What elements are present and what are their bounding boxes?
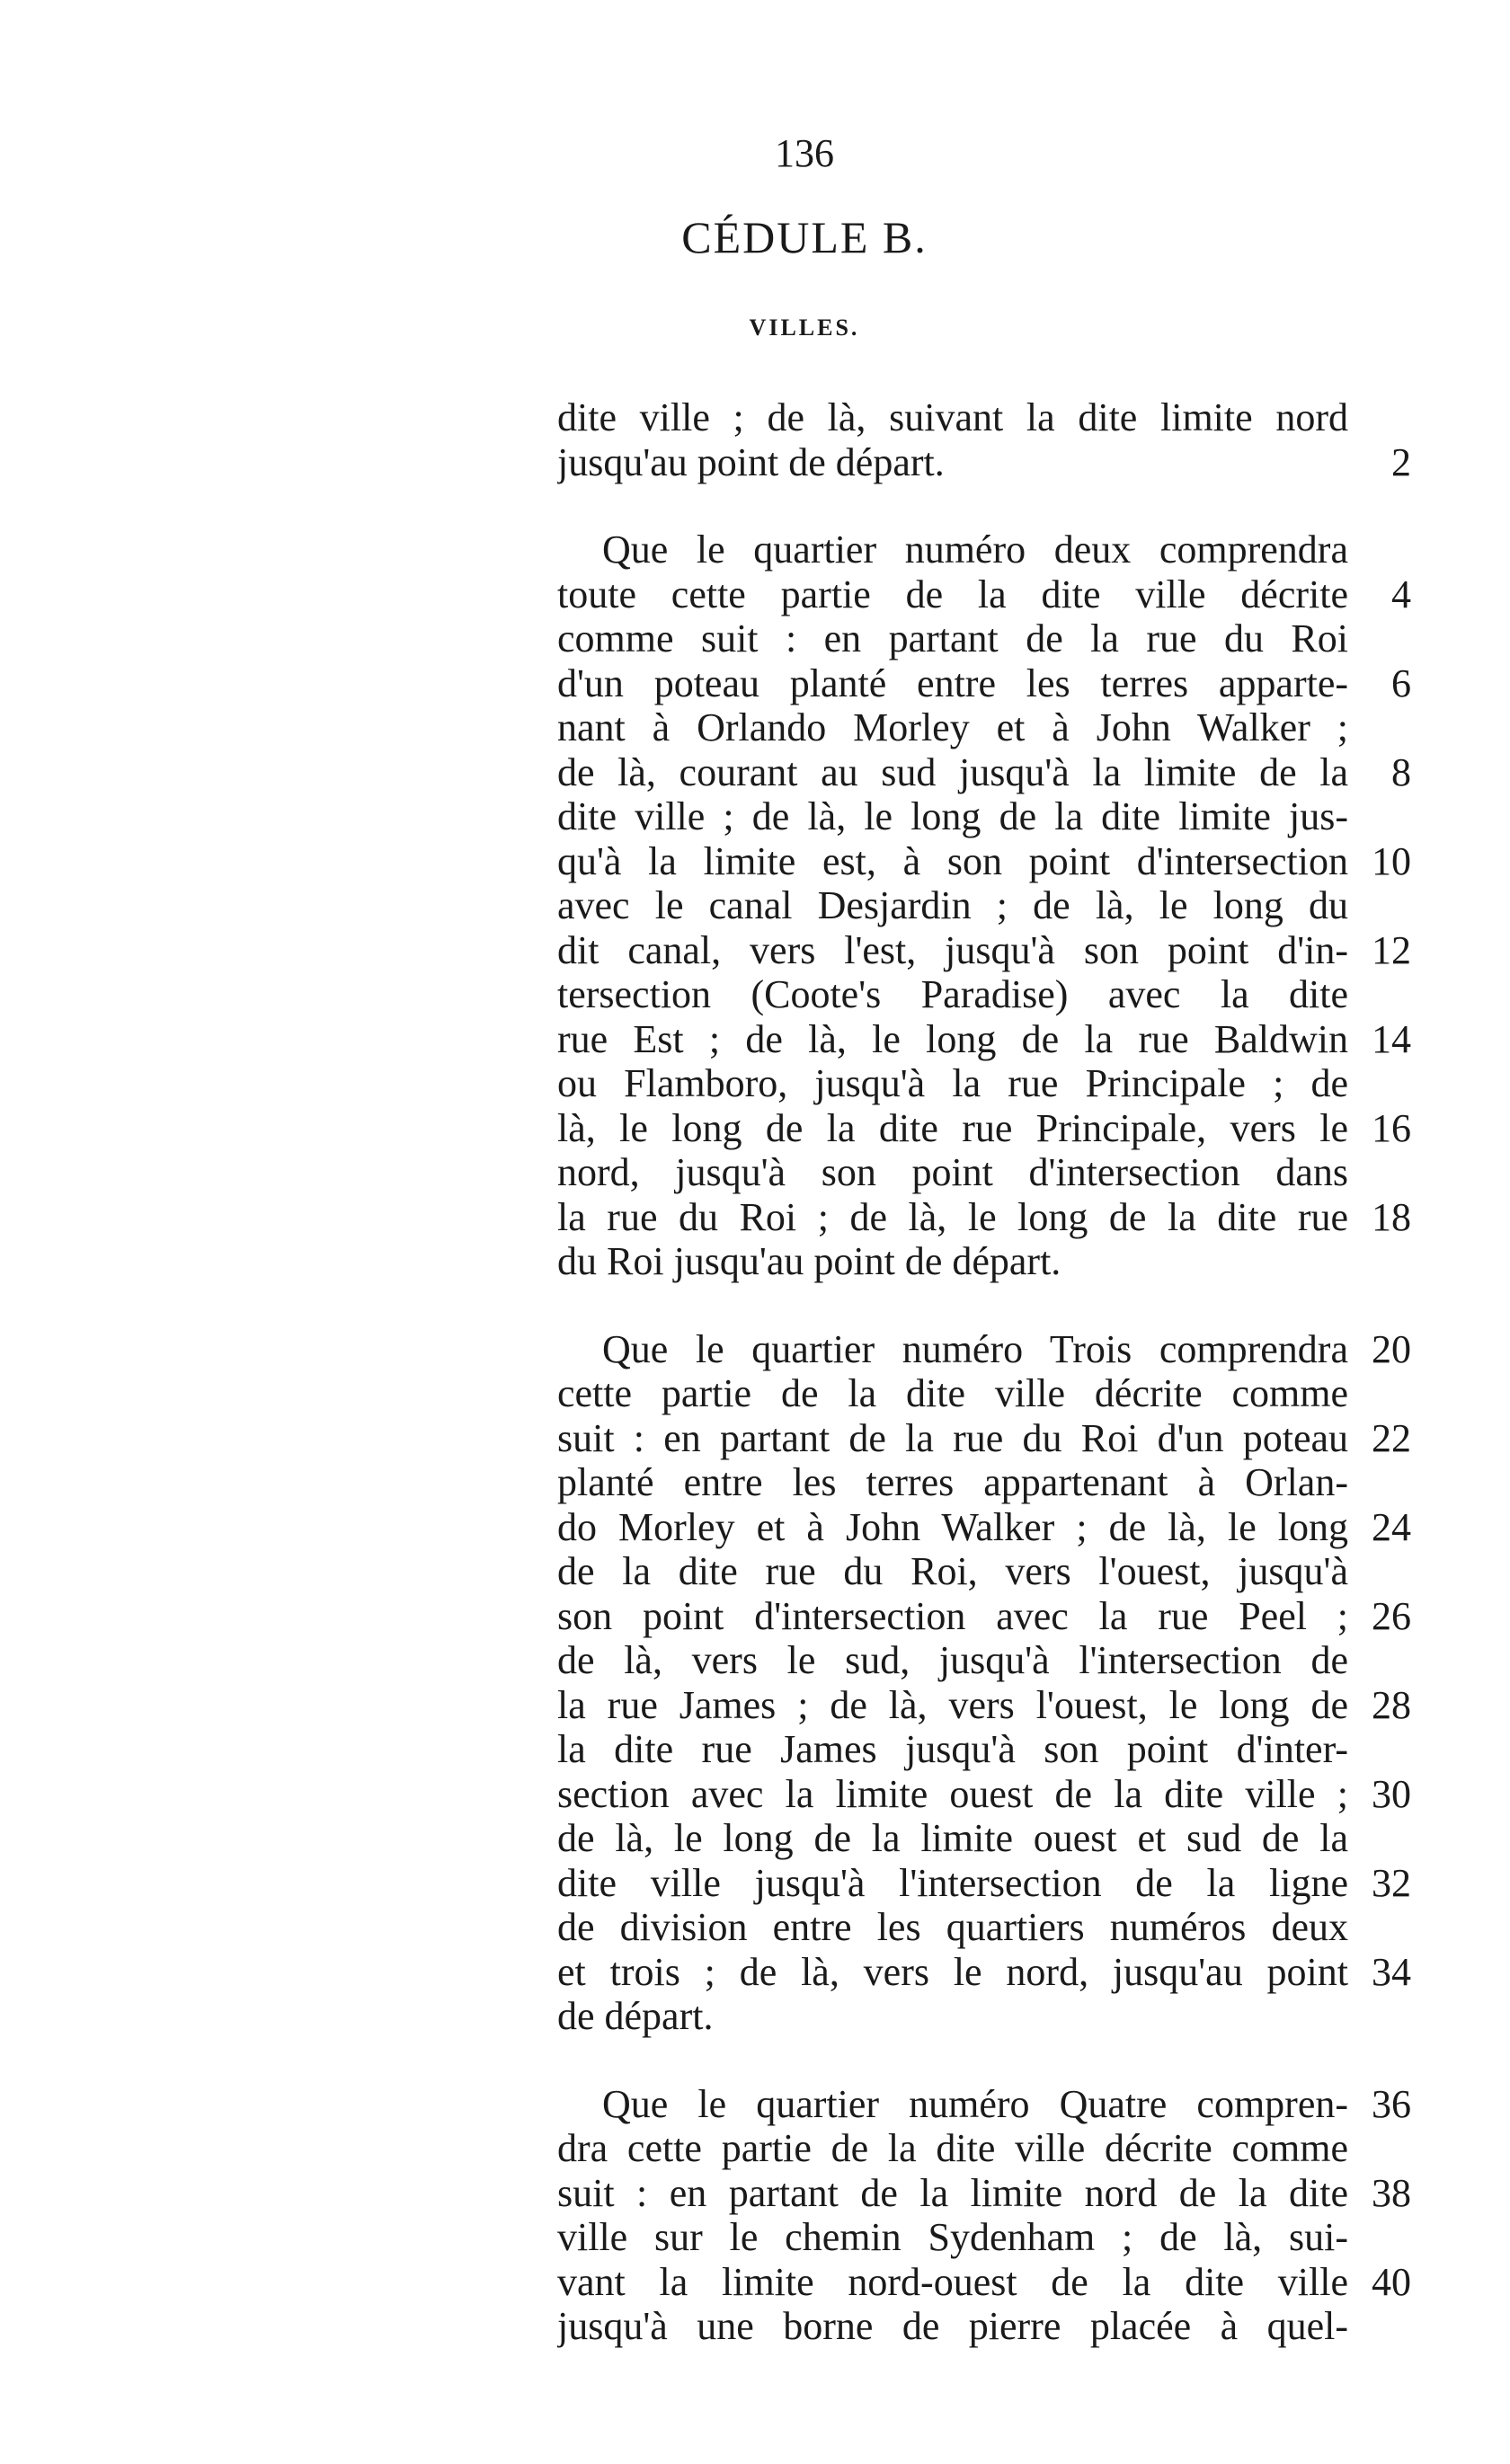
- line-number: 26: [1372, 1593, 1411, 1638]
- line-number: 18: [1372, 1194, 1411, 1239]
- text-line: [557, 1771, 1411, 1817]
- line-number: 38: [1372, 2170, 1411, 2215]
- line-text: ville sur le chemin Sydenham ; de là, sui-: [557, 2215, 1348, 2259]
- line-text: comme suit : en partant de la rue du Roi: [557, 616, 1348, 660]
- line-text: rue Est ; de là, le long de la rue Baldwin: [557, 1016, 1348, 1061]
- line-text: la dite rue James jusqu'à son point d'inter-: [557, 1727, 1348, 1771]
- text-line: [557, 1415, 1411, 1461]
- text-line: [557, 1326, 1411, 1372]
- line-text: la rue du Roi ; de là, le long de la dite rue: [557, 1194, 1348, 1239]
- text-line: [557, 1593, 1411, 1639]
- text-line: [557, 1549, 1402, 1594]
- paragraph: [557, 1326, 1411, 2039]
- line-text: la rue James ; de là, vers l'ouest, le long de: [557, 1682, 1348, 1727]
- text-line: [557, 527, 1402, 572]
- text-line: [557, 439, 1411, 485]
- text-line: [557, 1150, 1402, 1195]
- line-text: section avec la limite ouest de la dite ville ;: [557, 1771, 1348, 1816]
- line-text: dite ville ; de là, suivant la dite limite nord: [557, 395, 1348, 439]
- line-text: suit : en partant de la rue du Roi d'un poteau: [557, 1415, 1348, 1460]
- line-text: et trois ; de là, vers le nord, jusqu'au point: [557, 1949, 1348, 1994]
- text-line: [557, 1460, 1402, 1505]
- text-line: [557, 1905, 1402, 1950]
- text-line: [557, 883, 1402, 928]
- line-text: de là, courant au sud jusqu'à la limite de la: [557, 749, 1348, 794]
- line-text: cette partie de la dite ville décrite comme: [557, 1371, 1348, 1415]
- text-line: [557, 2126, 1402, 2171]
- text-line: [557, 1239, 1402, 1284]
- line-text: jusqu'au point de départ.: [557, 439, 945, 484]
- text-line: [557, 660, 1411, 706]
- line-number: 32: [1372, 1860, 1411, 1905]
- line-text: Que le quartier numéro Trois comprendra: [602, 1326, 1348, 1371]
- line-text: du Roi jusqu'au point de départ.: [557, 1239, 1061, 1283]
- text-line: [557, 1994, 1402, 2039]
- line-number: 8: [1391, 749, 1411, 794]
- section-title: VILLES.: [749, 315, 860, 341]
- line-text: qu'à la limite est, à son point d'intersection: [557, 838, 1348, 883]
- text-line: [557, 749, 1411, 795]
- line-number: 6: [1391, 660, 1411, 705]
- body-text: [557, 395, 1411, 2392]
- line-number: 40: [1372, 2259, 1411, 2304]
- line-number: 30: [1372, 1771, 1411, 1816]
- line-text: nant à Orlando Morley et à John Walker ;: [557, 705, 1348, 749]
- line-text: son point d'intersection avec la rue Peel ;: [557, 1593, 1348, 1638]
- line-text: dit canal, vers l'est, jusqu'à son point d'in-: [557, 927, 1348, 972]
- line-number: 28: [1372, 1682, 1411, 1727]
- text-line: [557, 1860, 1411, 1906]
- line-number: 34: [1372, 1949, 1411, 1994]
- line-text: dite ville jusqu'à l'intersection de la ligne: [557, 1860, 1348, 1905]
- text-line: [557, 1105, 1411, 1151]
- line-text: tersection (Coote's Paradise) avec la dite: [557, 972, 1348, 1016]
- text-line: [557, 395, 1402, 440]
- line-number: 4: [1391, 572, 1411, 616]
- schedule-title: CÉDULE B.: [681, 212, 928, 262]
- text-line: [557, 1816, 1402, 1861]
- text-line: [557, 1371, 1402, 1416]
- line-text: de départ.: [557, 1994, 714, 2038]
- line-text: de division entre les quartiers numéros deux: [557, 1905, 1348, 1949]
- text-line: [557, 1504, 1411, 1550]
- text-line: [557, 572, 1411, 617]
- paragraph: [557, 395, 1411, 484]
- text-line: [557, 2259, 1411, 2305]
- text-line: [557, 1682, 1411, 1728]
- line-number: 16: [1372, 1105, 1411, 1150]
- line-number: 22: [1372, 1415, 1411, 1460]
- line-text: ou Flamboro, jusqu'à la rue Principale ; de: [557, 1061, 1348, 1105]
- text-line: [557, 1016, 1411, 1062]
- line-text: d'un poteau planté entre les terres apparte-: [557, 660, 1348, 705]
- paragraph: [557, 2081, 1411, 2349]
- line-text: nord, jusqu'à son point d'intersection dans: [557, 1150, 1348, 1194]
- line-number: 14: [1372, 1016, 1411, 1061]
- line-number: 2: [1391, 439, 1411, 484]
- text-line: [557, 794, 1402, 839]
- text-line: [557, 616, 1402, 661]
- text-line: [557, 705, 1402, 750]
- page-number: 136: [775, 131, 834, 175]
- line-text: vant la limite nord-ouest de la dite ville: [557, 2259, 1348, 2304]
- text-line: [557, 972, 1402, 1017]
- line-text: Que le quartier numéro Quatre compren-: [602, 2081, 1348, 2126]
- text-line: [557, 1061, 1402, 1106]
- line-text: de la dite rue du Roi, vers l'ouest, jusqu'à: [557, 1549, 1348, 1593]
- line-text: de là, vers le sud, jusqu'à l'intersection de: [557, 1638, 1348, 1682]
- text-line: [557, 2170, 1411, 2216]
- text-line: [557, 2304, 1402, 2349]
- line-text: planté entre les terres appartenant à Orlan-: [557, 1460, 1348, 1504]
- line-text: jusqu'à une borne de pierre placée à quel-: [557, 2304, 1348, 2348]
- text-line: [557, 2081, 1411, 2127]
- line-text: toute cette partie de la dite ville décrite: [557, 572, 1348, 616]
- line-number: 12: [1372, 927, 1411, 972]
- text-line: [557, 1638, 1402, 1683]
- paragraph: [557, 527, 1411, 1284]
- line-text: do Morley et à John Walker ; de là, le long: [557, 1504, 1348, 1549]
- line-number: 36: [1372, 2081, 1411, 2126]
- line-text: suit : en partant de la limite nord de la dite: [557, 2170, 1348, 2215]
- line-text: Que le quartier numéro deux comprendra: [602, 527, 1348, 572]
- text-line: [557, 838, 1411, 884]
- text-line: [557, 2215, 1402, 2260]
- line-number: 10: [1372, 838, 1411, 883]
- text-line: [557, 1949, 1411, 1995]
- line-text: avec le canal Desjardin ; de là, le long du: [557, 883, 1348, 927]
- line-number: 24: [1372, 1504, 1411, 1549]
- line-text: dite ville ; de là, le long de la dite limite jus-: [557, 794, 1348, 838]
- text-line: [557, 927, 1411, 973]
- text-line: [557, 1194, 1411, 1240]
- line-text: là, le long de la dite rue Principale, vers le: [557, 1105, 1348, 1150]
- line-text: dra cette partie de la dite ville décrite comme: [557, 2126, 1348, 2170]
- line-text: de là, le long de la limite ouest et sud de la: [557, 1816, 1348, 1860]
- line-number: 20: [1372, 1326, 1411, 1371]
- text-line: [557, 1727, 1402, 1772]
